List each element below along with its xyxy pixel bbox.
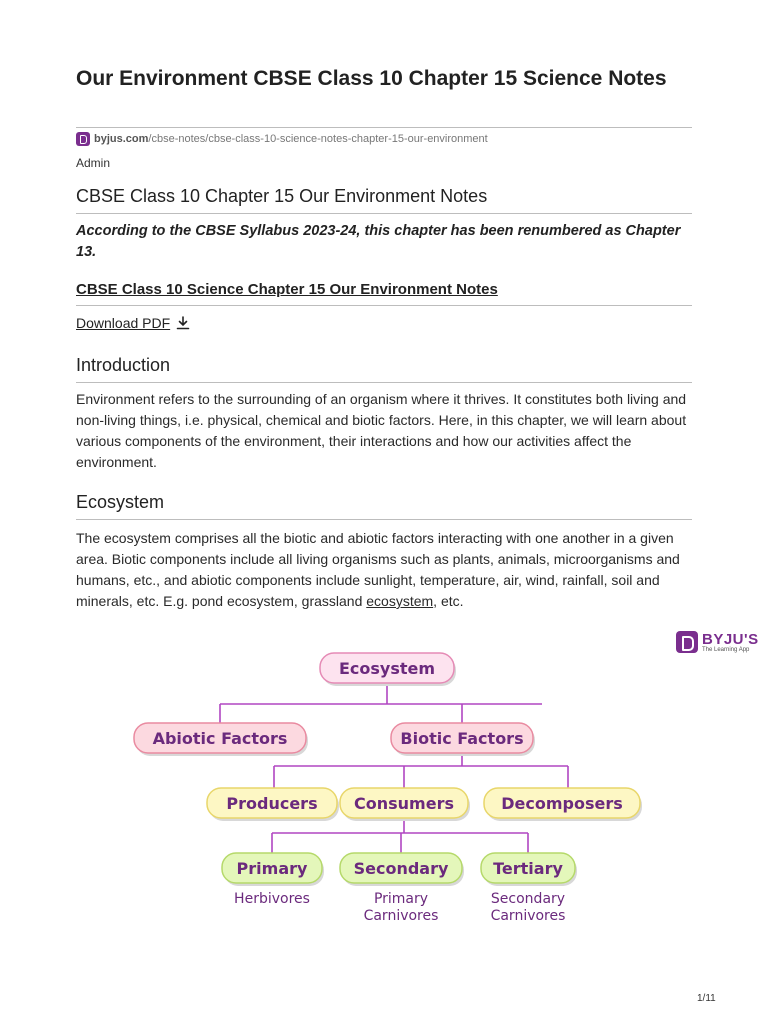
note-2-1: Carnivores bbox=[490, 908, 566, 924]
source-path: /cbse-notes/cbse-class-10-science-notes-chapter-15-our-environment bbox=[148, 133, 488, 145]
page-title: Our Environment CBSE Class 10 Chapter 15 Science Notes bbox=[76, 67, 667, 90]
ecosystem-text-end: , etc. bbox=[433, 593, 464, 609]
ecosystem-paragraph bbox=[76, 528, 692, 612]
intro-divider bbox=[76, 382, 692, 383]
ecosystem-text: The ecosystem comprises all the biotic and abiotic factors interacting with one another in a given area. Biotic components include all living organisms such as plants, animals, microorganisms and humans, etc., and abiotic components include sunlight, temperature, air, wind, rainfall, soil and minerals, etc. E.g. pond ecosystem, grassland bbox=[76, 530, 680, 609]
node-level2-0-label: Producers bbox=[226, 794, 318, 813]
node-level1-1-label: Biotic Factors bbox=[400, 729, 524, 748]
page-number: 1/11 bbox=[697, 993, 716, 1004]
node-level3-2-label: Tertiary bbox=[493, 859, 563, 878]
node-ecosystem-label: Ecosystem bbox=[338, 659, 436, 678]
download-pdf-link[interactable] bbox=[76, 315, 190, 331]
node-level3-1-label: Secondary bbox=[353, 859, 449, 878]
subheading-divider bbox=[76, 305, 692, 306]
ecosystem-link[interactable]: ecosystem bbox=[366, 593, 434, 609]
syllabus-notice: According to the CBSE Syllabus 2023-24, this chapter has been renumbered as Chapter 13. bbox=[76, 223, 681, 260]
heading-divider bbox=[76, 213, 692, 214]
note-1-0: Primary bbox=[373, 891, 429, 907]
logo-brand: BYJU'S bbox=[702, 630, 759, 648]
note-0-0: Herbivores bbox=[234, 891, 310, 907]
main-heading: CBSE Class 10 Chapter 15 Our Environment Notes bbox=[76, 186, 488, 206]
logo-tagline: The Learning App bbox=[702, 646, 750, 653]
download-icon bbox=[176, 316, 190, 330]
title-divider bbox=[76, 127, 692, 128]
source-link[interactable] bbox=[76, 132, 488, 146]
node-level2-2-label: Decomposers bbox=[501, 794, 623, 813]
node-level3-0-label: Primary bbox=[236, 859, 308, 878]
note-2-0: Secondary bbox=[490, 891, 566, 907]
node-level1-0-label: Abiotic Factors bbox=[152, 729, 288, 748]
intro-heading: Introduction bbox=[76, 355, 171, 375]
ecosystem-divider bbox=[76, 519, 692, 520]
byjus-favicon-icon bbox=[76, 132, 90, 146]
source-domain: byjus.com bbox=[94, 133, 149, 145]
ecosystem-heading: Ecosystem bbox=[76, 492, 165, 512]
intro-paragraph: Environment refers to the surrounding of an organism where it thrives. It constitutes both living and non-living things, i.e. physical, chemical and biotic factors. Here, in this chapter, we will learn about various components of the environment, their interactions and how our activities affect the environment. bbox=[76, 391, 687, 470]
ecosystem-diagram bbox=[76, 640, 692, 940]
author: Admin bbox=[76, 156, 111, 170]
notes-heading-link[interactable]: CBSE Class 10 Science Chapter 15 Our Environment Notes bbox=[76, 281, 498, 298]
download-pdf-label: Download PDF bbox=[76, 315, 171, 331]
note-1-1: Carnivores bbox=[363, 908, 439, 924]
node-level2-1-label: Consumers bbox=[354, 794, 454, 813]
